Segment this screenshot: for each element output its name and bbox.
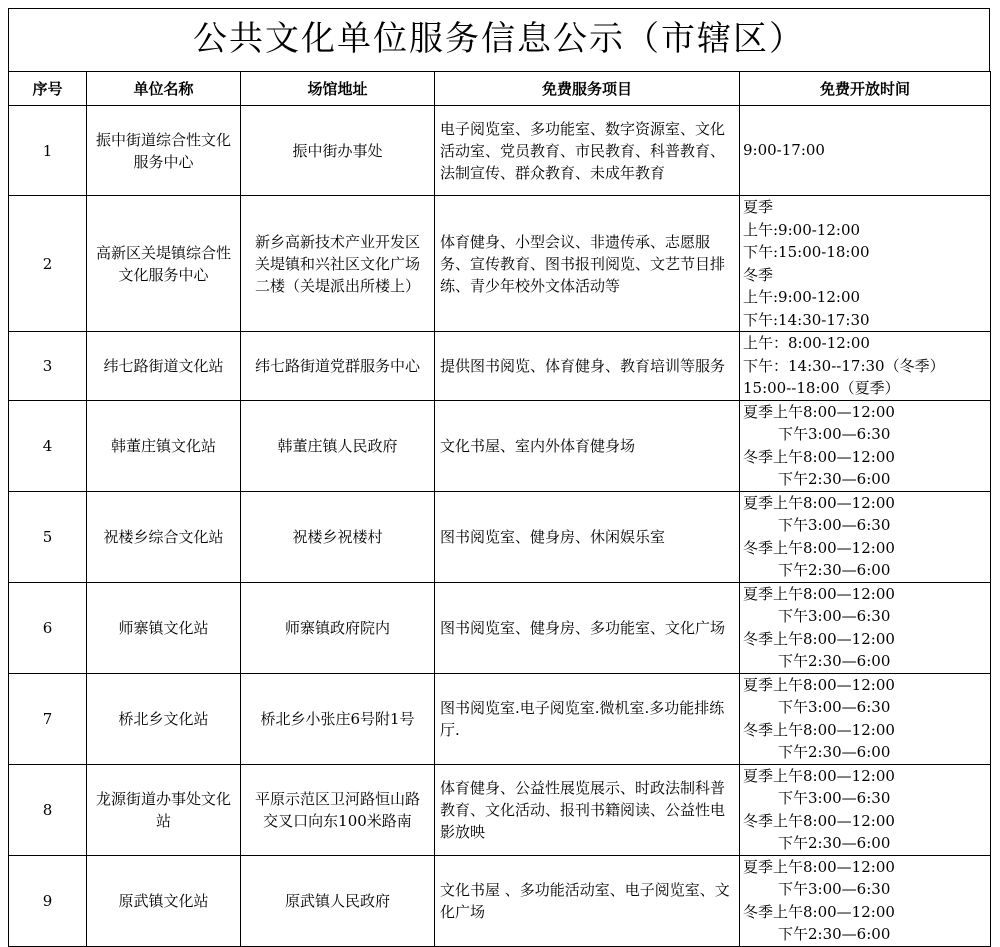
cell-unit-name: 桥北乡文化站 xyxy=(87,673,241,764)
table-row xyxy=(9,400,991,491)
hours-line: 夏季上午8:00—12:00 xyxy=(743,584,895,603)
cell-hours xyxy=(740,196,991,332)
table-row xyxy=(9,673,991,764)
hours-line: 15:00--18:00（夏季） xyxy=(743,379,900,397)
hours-line: 下午3:00—6:30 xyxy=(778,789,891,807)
cell-hours xyxy=(740,764,991,855)
hours-line: 冬季上午8:00—12:00 xyxy=(743,811,895,830)
table-row xyxy=(9,196,991,332)
cell-services: 电子阅览室、多功能室、数字资源室、文化活动室、党员教育、市民教育、科普教育、法制宣传、群众教育、未成年教育 xyxy=(435,106,740,196)
hours-line: 夏季上午8:00—12:00 xyxy=(743,402,895,421)
cell-unit-name: 韩董庄镇文化站 xyxy=(87,400,241,491)
header-services: 免费服务项目 xyxy=(435,72,740,106)
cell-no: 4 xyxy=(9,400,87,491)
cell-hours xyxy=(740,332,991,401)
hours-line: 9:00-17:00 xyxy=(743,141,825,160)
cell-services: 文化书屋 、多功能活动室、电子阅览室、文化广场 xyxy=(435,855,740,946)
cell-address: 原武镇人民政府 xyxy=(241,855,435,946)
header-row xyxy=(9,72,991,106)
hours-line: 冬季上午8:00—12:00 xyxy=(743,902,895,921)
hours-line: 下午2:30—6:00 xyxy=(778,925,891,943)
table-row xyxy=(9,332,991,401)
cell-hours xyxy=(740,491,991,582)
hours-line: 夏季上午8:00—12:00 xyxy=(743,766,895,785)
header-hours: 免费开放时间 xyxy=(740,72,991,106)
hours-line: 夏季上午8:00—12:00 xyxy=(743,857,895,876)
cell-services: 体育健身、公益性展览展示、时政法制科普教育、文化活动、报刊书籍阅读、公益性电影放映 xyxy=(435,764,740,855)
header-no: 序号 xyxy=(9,72,87,106)
cell-hours xyxy=(740,855,991,946)
table-row xyxy=(9,855,991,946)
table-row xyxy=(9,106,991,196)
cell-unit-name: 纬七路街道文化站 xyxy=(87,332,241,401)
cell-no: 2 xyxy=(9,196,87,332)
cell-hours xyxy=(740,106,991,196)
hours-line: 下午2:30—6:00 xyxy=(778,561,891,579)
cell-services: 图书阅览室、健身房、休闲娱乐室 xyxy=(435,491,740,582)
cell-address: 师寨镇政府院内 xyxy=(241,582,435,673)
hours-line: 冬季上午8:00—12:00 xyxy=(743,538,895,557)
hours-line: 下午3:00—6:30 xyxy=(778,425,891,443)
cell-no: 5 xyxy=(9,491,87,582)
hours-line: 下午2:30—6:00 xyxy=(778,834,891,852)
hours-line: 冬季上午8:00—12:00 xyxy=(743,447,895,466)
hours-line: 下午2:30—6:00 xyxy=(778,652,891,670)
table-row xyxy=(9,491,991,582)
cell-address: 平原示范区卫河路恒山路交叉口向东100米路南 xyxy=(241,764,435,855)
cell-unit-name: 原武镇文化站 xyxy=(87,855,241,946)
cell-hours xyxy=(740,400,991,491)
cell-address: 振中街办事处 xyxy=(241,106,435,196)
hours-line: 下午:14:30-17:30 xyxy=(743,310,870,329)
cell-unit-name: 振中街道综合性文化服务中心 xyxy=(87,106,241,196)
cell-unit-name: 祝楼乡综合文化站 xyxy=(87,491,241,582)
cell-no: 3 xyxy=(9,332,87,401)
hours-line: 下午:15:00-18:00 xyxy=(743,243,870,261)
header-unit-name: 单位名称 xyxy=(87,72,241,106)
hours-line: 冬季上午8:00—12:00 xyxy=(743,720,895,739)
hours-line: 上午：8:00-12:00 xyxy=(743,334,870,352)
page-title: 公共文化单位服务信息公示（市辖区） xyxy=(8,8,990,71)
hours-line: 下午3:00—6:30 xyxy=(778,698,891,716)
cell-unit-name: 师寨镇文化站 xyxy=(87,582,241,673)
cell-address: 新乡高新技术产业开发区关堤镇和兴社区文化广场二楼（关堤派出所楼上） xyxy=(241,196,435,332)
hours-line: 冬季上午8:00—12:00 xyxy=(743,629,895,648)
hours-line: 下午3:00—6:30 xyxy=(778,880,891,898)
hours-line: 上午:9:00-12:00 xyxy=(743,288,861,306)
cell-address: 韩董庄镇人民政府 xyxy=(241,400,435,491)
cell-services: 图书阅览室、健身房、多功能室、文化广场 xyxy=(435,582,740,673)
cell-no: 7 xyxy=(9,673,87,764)
cell-no: 8 xyxy=(9,764,87,855)
cell-services: 文化书屋、室内外体育健身场 xyxy=(435,400,740,491)
cell-hours xyxy=(740,673,991,764)
hours-line: 下午：14:30--17:30（冬季） xyxy=(743,356,945,375)
hours-line: 夏季上午8:00—12:00 xyxy=(743,675,895,694)
cell-unit-name: 龙源街道办事处文化站 xyxy=(87,764,241,855)
cell-no: 9 xyxy=(9,855,87,946)
cell-no: 6 xyxy=(9,582,87,673)
cell-services: 提供图书阅览、体育健身、教育培训等服务 xyxy=(435,332,740,401)
hours-line: 上午:9:00-12:00 xyxy=(743,220,861,239)
service-info-table xyxy=(8,71,991,947)
table-row xyxy=(9,582,991,673)
hours-line: 下午2:30—6:00 xyxy=(778,743,891,761)
cell-services: 图书阅览室.电子阅览室.微机室.多功能排练厅. xyxy=(435,673,740,764)
cell-address: 纬七路街道党群服务中心 xyxy=(241,332,435,401)
hours-line: 冬季 xyxy=(743,265,774,284)
hours-line: 下午3:00—6:30 xyxy=(778,516,891,534)
cell-no: 1 xyxy=(9,106,87,196)
hours-line: 下午3:00—6:30 xyxy=(778,607,891,625)
cell-hours xyxy=(740,582,991,673)
table-row xyxy=(9,764,991,855)
hours-line: 下午2:30—6:00 xyxy=(778,470,891,488)
hours-line: 夏季上午8:00—12:00 xyxy=(743,493,895,512)
cell-address: 祝楼乡祝楼村 xyxy=(241,491,435,582)
cell-services: 体育健身、小型会议、非遗传承、志愿服务、宣传教育、图书报刊阅览、文艺节目排练、青少年校外文体活动等 xyxy=(435,196,740,332)
hours-line: 夏季 xyxy=(743,198,774,216)
cell-address: 桥北乡小张庄6号附1号 xyxy=(241,673,435,764)
cell-unit-name: 高新区关堤镇综合性文化服务中心 xyxy=(87,196,241,332)
header-address: 场馆地址 xyxy=(241,72,435,106)
